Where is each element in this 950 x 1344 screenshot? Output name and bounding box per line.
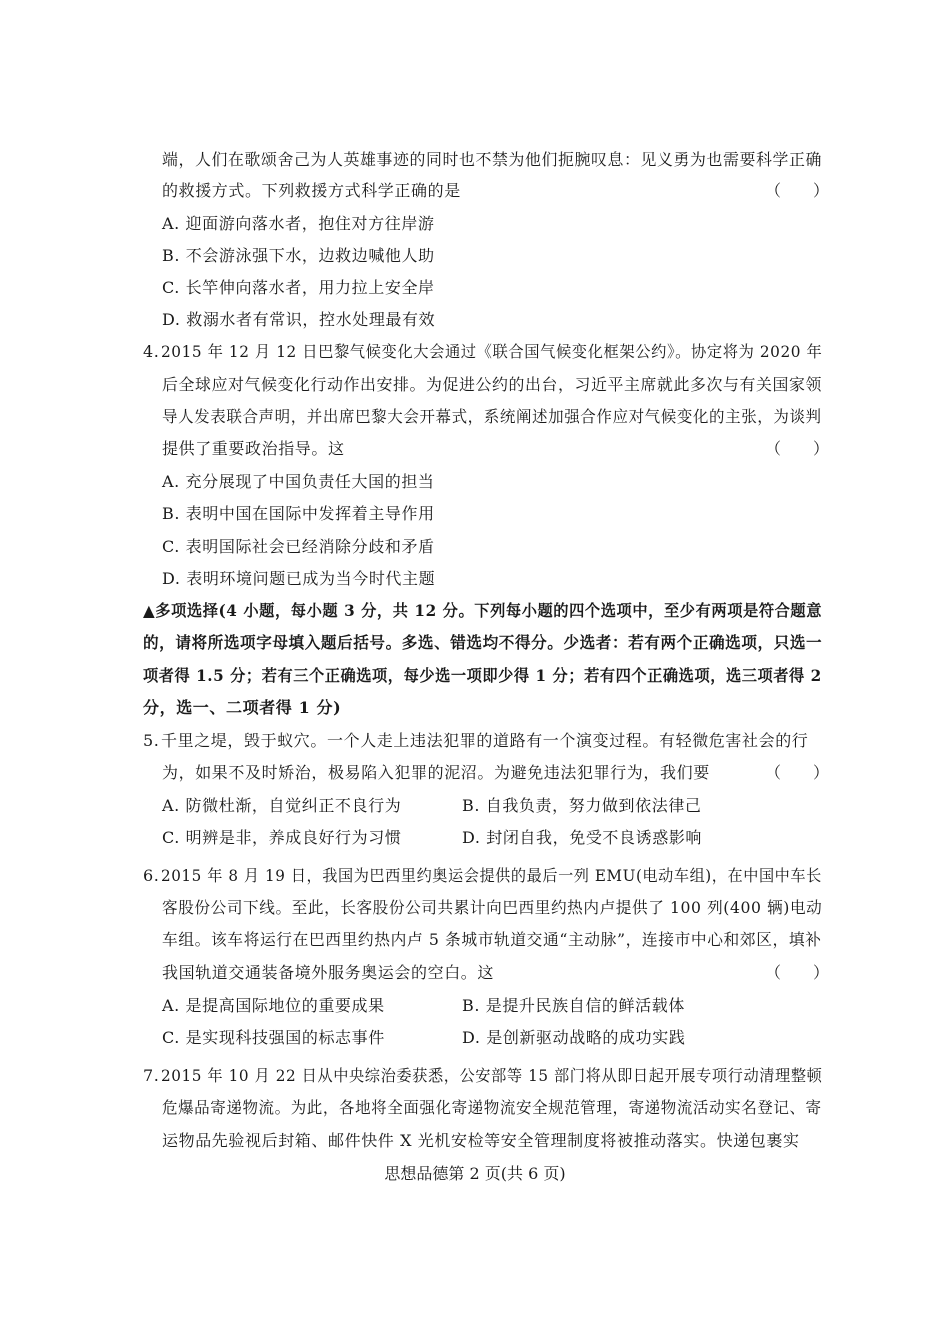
q6-option-a: A. 是提高国际地位的重要成果 <box>162 996 385 1015</box>
q5-number: 5. <box>143 731 160 750</box>
q4-stem-line-3: 导人发表联合声明，并出席巴黎大会开幕式，系统阐述加强合作应对气候变化的主张，为谈判 <box>162 407 822 426</box>
q6-number: 6. <box>143 866 160 885</box>
q3-answer-parens: （ ） <box>765 181 830 200</box>
q4-stem-line-2: 后全球应对气候变化行动作出安排。为促进公约的出台，习近平主席就此多次与有关国家领 <box>162 375 823 394</box>
q6-option-d: D. 是创新驱动战略的成功实践 <box>462 1028 686 1047</box>
q6-stem-line-3: 车组。该车将运行在巴西里约热内卢 5 条城市轨道交通“主动脉”，连接市中心和郊区，填补 <box>162 930 822 949</box>
q7-stem-line-2: 危爆品寄递物流。为此，各地将全面强化寄递物流安全规范管理，寄递物流活动实名登记、寄 <box>162 1098 822 1117</box>
q4-answer-parens: （ ） <box>765 439 830 458</box>
q6-option-b: B. 是提升民族自信的鲜活载体 <box>462 996 685 1015</box>
q4-stem-line-4: 提供了重要政治指导。这 <box>162 439 345 458</box>
q6-stem-line-1: 2015 年 8 月 19 日，我国为巴西里约奥运会提供的最后一列 EMU(电动车组)，在中国中车长 <box>161 866 822 885</box>
q7-stem-line-1: 2015 年 10 月 22 日从中央综治委获悉，公安部等 15 部门将从即日起开展专项行动清理整顿 <box>161 1066 823 1085</box>
q4-option-a: A. 充分展现了中国负责任大国的担当 <box>162 472 435 491</box>
q6-answer-parens: （ ） <box>765 963 830 982</box>
q5-option-b: B. 自我负责，努力做到依法律己 <box>462 796 702 815</box>
q7-number: 7. <box>143 1066 160 1085</box>
q4-option-d: D. 表明环境问题已成为当今时代主题 <box>162 569 436 588</box>
q6-stem-line-2: 客股份公司下线。至此，长客股份公司共累计向巴西里约热内卢提供了 100 列(400 辆)电动 <box>162 898 823 917</box>
q4-option-b: B. 表明中国在国际中发挥着主导作用 <box>162 504 435 523</box>
q5-stem-line-2: 为，如果不及时矫治，极易陷入犯罪的泥沼。为避免违法犯罪行为，我们要 <box>162 763 710 782</box>
section-instructions-line-2: 的，请将所选项字母填入题后括号。多选、错选均不得分。少选者：若有两个正确选项，只选一 <box>143 633 823 652</box>
page-footer: 思想品德第 2 页(共 6 页) <box>384 1164 566 1183</box>
q5-option-a: A. 防微杜渐，自觉纠正不良行为 <box>162 796 402 815</box>
q7-stem-line-3: 运物品先验视后封箱、邮件快件 X 光机安检等安全管理制度将被推动落实。快递包裹实 <box>162 1131 800 1150</box>
q3-option-a: A. 迎面游向落水者，抱住对方往岸游 <box>162 214 435 233</box>
q4-option-c: C. 表明国际社会已经消除分歧和矛盾 <box>162 537 435 556</box>
q3-option-b: B. 不会游泳强下水，边救边喊他人助 <box>162 246 435 265</box>
q3-stem-line-2: 的救援方式。下列救援方式科学正确的是 <box>162 181 461 200</box>
q3-option-c: C. 长竿伸向落水者，用力拉上安全岸 <box>162 278 435 297</box>
section-instructions-line-1: ▲多项选择(4 小题，每小题 3 分，共 12 分。下列每小题的四个选项中，至少有两项是符合题意 <box>143 601 823 620</box>
q5-option-c: C. 明辨是非，养成良好行为习惯 <box>162 828 402 847</box>
q4-number: 4. <box>143 342 160 361</box>
q5-answer-parens: （ ） <box>765 763 830 782</box>
section-instructions-line-3: 项者得 1.5 分；若有三个正确选项，每少选一项即少得 1 分；若有四个正确选项，选三项者得 2 <box>143 666 822 685</box>
q3-option-d: D. 救溺水者有常识，控水处理最有效 <box>162 310 436 329</box>
q5-stem-line-1: 千里之堤，毁于蚁穴。一个人走上违法犯罪的道路有一个演变过程。有轻微危害社会的行 <box>161 731 809 750</box>
q3-stem-line-1: 端，人们在歌颂舍己为人英雄事迹的同时也不禁为他们扼腕叹息：见义勇为也需要科学正确 <box>162 150 823 169</box>
section-instructions-line-4: 分，选一、二项者得 1 分) <box>143 698 342 717</box>
q6-stem-line-4: 我国轨道交通装备境外服务奥运会的空白。这 <box>162 963 495 982</box>
q4-stem-line-1: 2015 年 12 月 12 日巴黎气候变化大会通过《联合国气候变化框架公约》。协定将为 2020 年 <box>161 342 823 361</box>
q6-option-c: C. 是实现科技强国的标志事件 <box>162 1028 385 1047</box>
q5-option-d: D. 封闭自我，免受不良诱惑影响 <box>462 828 703 847</box>
